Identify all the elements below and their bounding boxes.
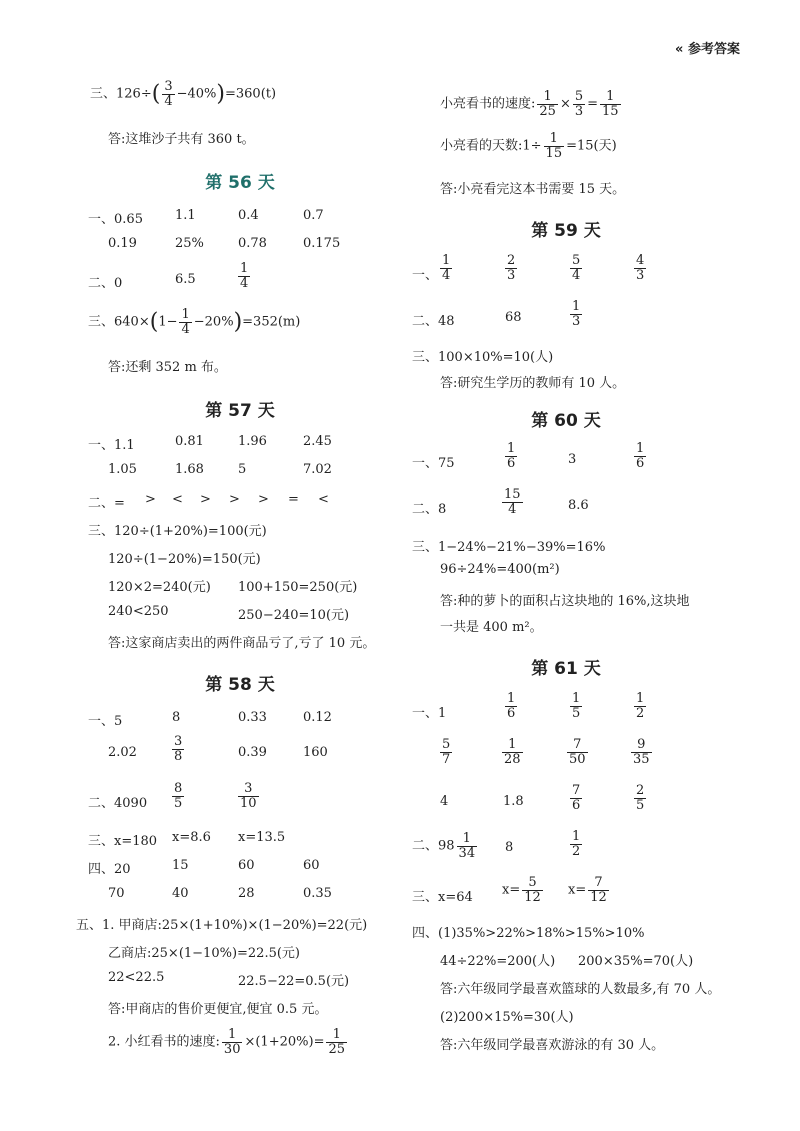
cell: 四、20 — [88, 862, 131, 877]
cell: 1.8 — [503, 794, 524, 809]
expression: 22<22.5 — [108, 970, 165, 985]
cell: < — [318, 492, 329, 507]
answer-text: 答:这家商店卖出的两件商品亏了,亏了 10 元。 — [108, 636, 376, 651]
expression: 四、(1)35%>22%>18%>15%>10% — [412, 926, 645, 941]
cell: 0.19 — [108, 236, 137, 251]
cell: 一、75 — [412, 456, 455, 471]
expression: 三、100×10%=10(人) — [412, 350, 554, 365]
double-chevron-icon: « — [675, 42, 684, 57]
header-label: 参考答案 — [687, 42, 740, 57]
fraction: $\frac{1}{28}$ — [504, 737, 521, 767]
expression: 96÷24%=400(m²) — [440, 562, 560, 577]
fraction: $\frac{1}{6}$ — [507, 441, 516, 471]
cell: > — [229, 492, 240, 507]
expression: 乙商店:25×(1−10%)=22.5(元) — [108, 946, 300, 961]
row: 一、0.65 — [88, 212, 143, 227]
expression: 200×35%=70(人) — [578, 954, 694, 969]
fraction: $\frac{1}{4}$ — [240, 261, 249, 291]
section-title-day59: 第 59 天 — [531, 221, 601, 241]
cell: 8 — [172, 710, 181, 725]
cell: 2.45 — [303, 434, 332, 449]
expression: 240<250 — [108, 604, 169, 619]
cell: 1.68 — [175, 462, 204, 477]
expression: 小亮看书的速度: $\frac{1}{25}$ × $\frac{5}{3}$ = $\frac{1}{15}$ — [440, 89, 619, 119]
answer-text: 答:研究生学历的教师有 10 人。 — [440, 376, 626, 391]
fraction: $\frac{3}{10}$ — [240, 781, 257, 811]
cell: 28 — [238, 886, 255, 901]
cell: 60 — [238, 858, 255, 873]
fraction: $\frac{1}{2}$ — [572, 829, 581, 859]
fraction: $\frac{1}{3}$ — [572, 299, 581, 329]
expression: (2)200×15%=30(人) — [440, 1010, 574, 1025]
cell: 40 — [172, 886, 189, 901]
cell: 70 — [108, 886, 125, 901]
section-title-day60: 第 60 天 — [531, 411, 601, 431]
cell: 6.5 — [175, 272, 196, 287]
cell: > — [145, 492, 156, 507]
cell: x=13.5 — [238, 830, 286, 845]
cell: 0.12 — [303, 710, 332, 725]
cell: 二、= — [88, 496, 125, 511]
cell: 1.1 — [175, 208, 196, 223]
expression: 三、1−24%−21%−39%=16% — [412, 540, 606, 555]
answer-text: 答:六年级同学最喜欢篮球的人数最多,有 70 人。 — [440, 982, 721, 997]
cell: 60 — [303, 858, 320, 873]
fraction: $\frac{4}{3}$ — [636, 253, 645, 283]
cell: 0.78 — [238, 236, 267, 251]
cell: 5 — [238, 462, 247, 477]
cell: 0.4 — [238, 208, 259, 223]
expression: 250−240=10(元) — [238, 608, 350, 623]
cell: 3 — [568, 452, 577, 467]
cell: 8.6 — [568, 498, 589, 513]
expression: 五、1. 甲商店:25×(1+10%)×(1−20%)=22(元) — [76, 918, 368, 933]
cell: 0.33 — [238, 710, 267, 725]
cell: = — [288, 492, 299, 507]
left-top-expression: 三、126÷( $\frac{3}{4}$ −40%)=360(t) — [90, 79, 277, 109]
answer-text: 答:小亮看完这本书需要 15 天。 — [440, 182, 626, 197]
cell: 一、 — [412, 268, 439, 283]
fraction: $\frac{7}{6}$ — [572, 783, 581, 813]
cell: 一、1.1 — [88, 438, 135, 453]
expression: 100+150=250(元) — [238, 580, 358, 595]
cell: > — [258, 492, 269, 507]
cell: 一、5 — [88, 714, 123, 729]
answer-text: 答:甲商店的售价更便宜,便宜 0.5 元。 — [108, 1002, 328, 1017]
section-title-day58: 第 58 天 — [205, 675, 275, 695]
cell: 二、48 — [412, 314, 455, 329]
cell: 三、x=180 — [88, 834, 158, 849]
fraction: $\frac{3}{4}$ — [164, 79, 173, 109]
cell: 0.81 — [175, 434, 204, 449]
cell: 8 — [505, 840, 514, 855]
expression: x= $\frac{5}{12}$ — [502, 875, 541, 905]
fraction: $\frac{5}{7}$ — [442, 737, 451, 767]
cell: 4 — [440, 794, 449, 809]
answer-text: 答:这堆沙子共有 360 t。 — [108, 132, 255, 147]
expression: 44÷22%=200(人) — [440, 954, 556, 969]
fraction: $\frac{2}{5}$ — [636, 783, 645, 813]
section-title-day61: 第 61 天 — [531, 659, 601, 679]
section-title-day56: 第 56 天 — [205, 173, 275, 193]
cell: 二、4090 — [88, 796, 148, 811]
answer-text: 答:还剩 352 m 布。 — [108, 360, 227, 375]
cell: > — [200, 492, 211, 507]
fraction: $\frac{5}{4}$ — [572, 253, 581, 283]
fraction: $\frac{2}{3}$ — [507, 253, 516, 283]
cell: 25% — [175, 236, 204, 251]
answer-text: 答:种的萝卜的面积占这块地的 16%,这块地 — [440, 594, 690, 609]
cell: 1.96 — [238, 434, 267, 449]
expression: 120÷(1−20%)=150(元) — [108, 552, 261, 567]
fraction: $\frac{9}{35}$ — [633, 737, 650, 767]
fraction: $\frac{8}{5}$ — [174, 781, 183, 811]
answer-text: 一共是 400 m²。 — [440, 620, 543, 635]
cell: 7.02 — [303, 462, 332, 477]
fraction: $\frac{3}{8}$ — [174, 734, 183, 764]
cell: 二、0 — [88, 276, 123, 291]
expression: 22.5−22=0.5(元) — [238, 974, 350, 989]
expression: 三、640×(1− $\frac{1}{4}$ −20%)=352(m) — [88, 307, 301, 337]
fraction: $\frac{1}{6}$ — [636, 441, 645, 471]
cell: 0.39 — [238, 745, 267, 760]
fraction: $\frac{1}{6}$ — [507, 691, 516, 721]
cell: 68 — [505, 310, 522, 325]
cell: 15 — [172, 858, 189, 873]
cell: 2.02 — [108, 745, 137, 760]
answer-text: 答:六年级同学最喜欢游泳的有 30 人。 — [440, 1038, 665, 1053]
cell: 一、1 — [412, 706, 447, 721]
fraction: $\frac{1}{2}$ — [636, 691, 645, 721]
cell: x=8.6 — [172, 830, 211, 845]
page-header — [675, 38, 740, 57]
fraction: $\frac{15}{4}$ — [504, 487, 521, 517]
fraction: $\frac{1}{5}$ — [572, 691, 581, 721]
mixed-number: 二、98 $\frac{1}{34}$ — [412, 831, 476, 861]
cell: 0.7 — [303, 208, 324, 223]
cell: 三、x=64 — [412, 890, 473, 905]
expression: 120×2=240(元) — [108, 580, 211, 595]
cell: 0.35 — [303, 886, 332, 901]
expression: x= $\frac{7}{12}$ — [568, 875, 607, 905]
cell: 二、8 — [412, 502, 447, 517]
fraction: $\frac{1}{4}$ — [442, 253, 451, 283]
fraction: $\frac{7}{50}$ — [569, 737, 586, 767]
expression: 三、120÷(1+20%)=100(元) — [88, 524, 267, 539]
expression: 小亮看的天数:1÷ $\frac{1}{15}$ =15(天) — [440, 131, 617, 161]
cell: 160 — [303, 745, 328, 760]
cell: 1.05 — [108, 462, 137, 477]
cell: < — [172, 492, 183, 507]
expression: 2. 小红看书的速度: $\frac{1}{30}$ ×(1+20%)= $\frac{1}{25}$ — [108, 1027, 346, 1057]
cell: 0.175 — [303, 236, 341, 251]
section-title-day57: 第 57 天 — [205, 401, 275, 421]
